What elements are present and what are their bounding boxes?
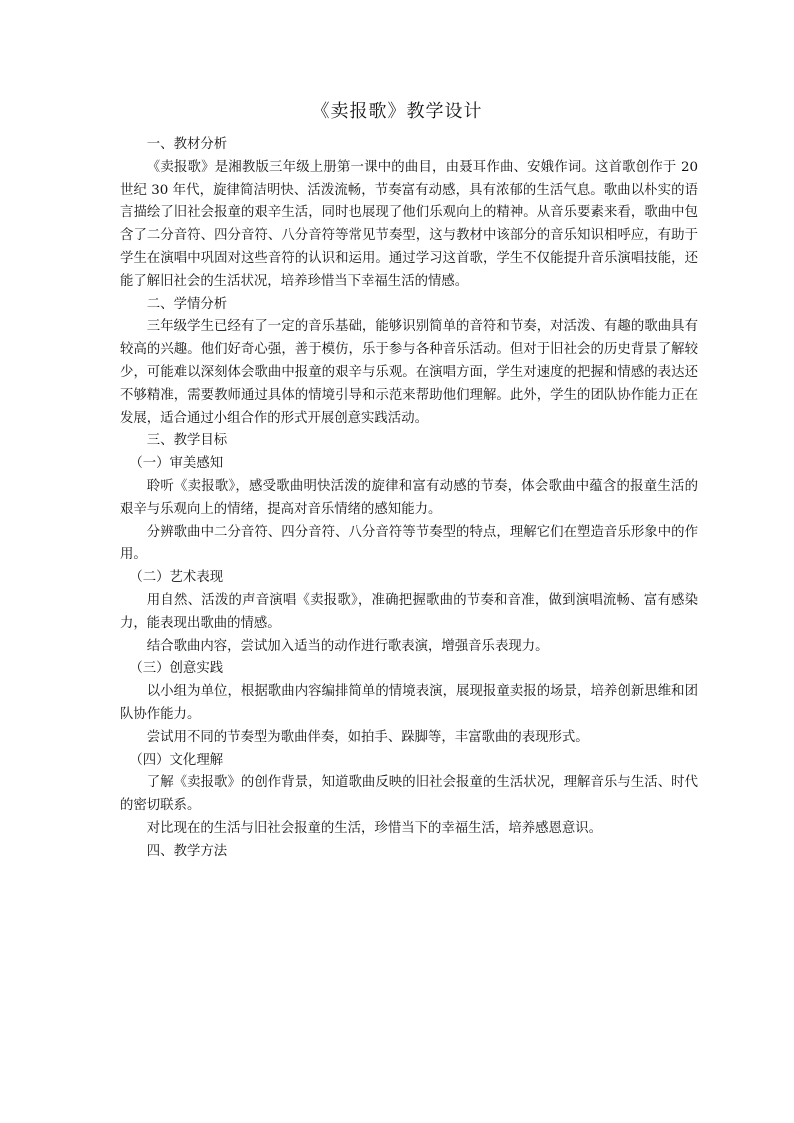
culture-paragraph-2: 对比现在的生活与旧社会报童的生活，珍惜当下的幸福生活，培养感恩意识。 — [146, 820, 603, 836]
expression-paragraph-1: 用自然、活泼的声音演唱《卖报歌》，准确把握歌曲的节奏和音准，做到演唱流畅、富有感染力，能表现出歌曲的情感。 — [120, 592, 698, 631]
students-paragraph: 三年级学生已经有了一定的音乐基础，能够识别简单的音符和节奏，对活泼、有趣的歌曲具有较高的兴趣。他们好奇心强，善于模仿，乐于参与各种音乐活动。但对于旧社会的历史背景了解较少，可能难以深刻体会歌曲中报童的艰辛与乐观。在演唱方面，学生对速度的把握和情感的表达还不够精准，需要教师通过具体的情境引导和示范来帮助他们理解。此外，学生的团队协作能力正在发展，适合通过小组合作的形式开展创意实践活动。 — [120, 319, 698, 426]
subheading-culture: （四）文化理解 — [129, 752, 224, 768]
section-heading-students: 二、学情分析 — [146, 296, 228, 312]
culture-paragraph-1: 了解《卖报歌》的创作背景，知道歌曲反映的旧社会报童的生活状况，理解音乐与生活、时代的密切联系。 — [120, 775, 698, 814]
expression-paragraph-2: 结合歌曲内容，尝试加入适当的动作进行歌表演，增强音乐表现力。 — [146, 638, 549, 654]
subheading-expression: （二）艺术表现 — [129, 570, 224, 586]
aesthetic-paragraph-2: 分辨歌曲中二分音符、四分音符、八分音符等节奏型的特点，理解它们在塑造音乐形象中的作用。 — [120, 524, 698, 563]
subheading-aesthetic: （一）审美感知 — [129, 456, 224, 472]
practice-paragraph-1: 以小组为单位，根据歌曲内容编排简单的情境表演，展现报童卖报的场景，培养创新思维和团队协作能力。 — [120, 684, 698, 722]
aesthetic-paragraph-1: 聆听《卖报歌》，感受歌曲明快活泼的旋律和富有动感的节奏，体会歌曲中蕴含的报童生活的艰辛与乐观向上的情绪，提高对音乐情绪的感知能力。 — [120, 478, 698, 517]
document-title: 《卖报歌》教学设计 — [311, 101, 483, 122]
practice-paragraph-2: 尝试用不同的节奏型为歌曲伴奏，如拍手、跺脚等，丰富歌曲的表现形式。 — [146, 729, 589, 745]
section-heading-material: 一、教材分析 — [146, 137, 228, 152]
document-body — [120, 134, 698, 864]
section-heading-methods: 四、教学方法 — [146, 843, 228, 859]
section-heading-goals: 三、教学目标 — [146, 433, 228, 449]
subheading-practice: （三）创意实践 — [129, 661, 224, 677]
material-paragraph: 《卖报歌》是湘教版三年级上册第一课中的曲目，由聂耳作曲、安娥作词。这首歌创作于 20 世纪 30 年代，旋律简洁明快、活泼流畅，节奏富有动感，具有浓郁的生活气息。歌曲以朴实的语言描绘了旧社会报童的艰辛生活，同时也展现了他们乐观向上的精神。从音乐要素来看，歌曲中包含了二分音符、四分音符、八分音符等常见节奏型，这与教材中该部分的音乐知识相呼应，有助于学生在演唱中巩固对这些音符的认识和运用。通过学习这首歌，学生不仅能提升音乐演唱技能，还能了解旧社会的生活状况，培养珍惜当下幸福生活的情感。 — [120, 159, 698, 289]
